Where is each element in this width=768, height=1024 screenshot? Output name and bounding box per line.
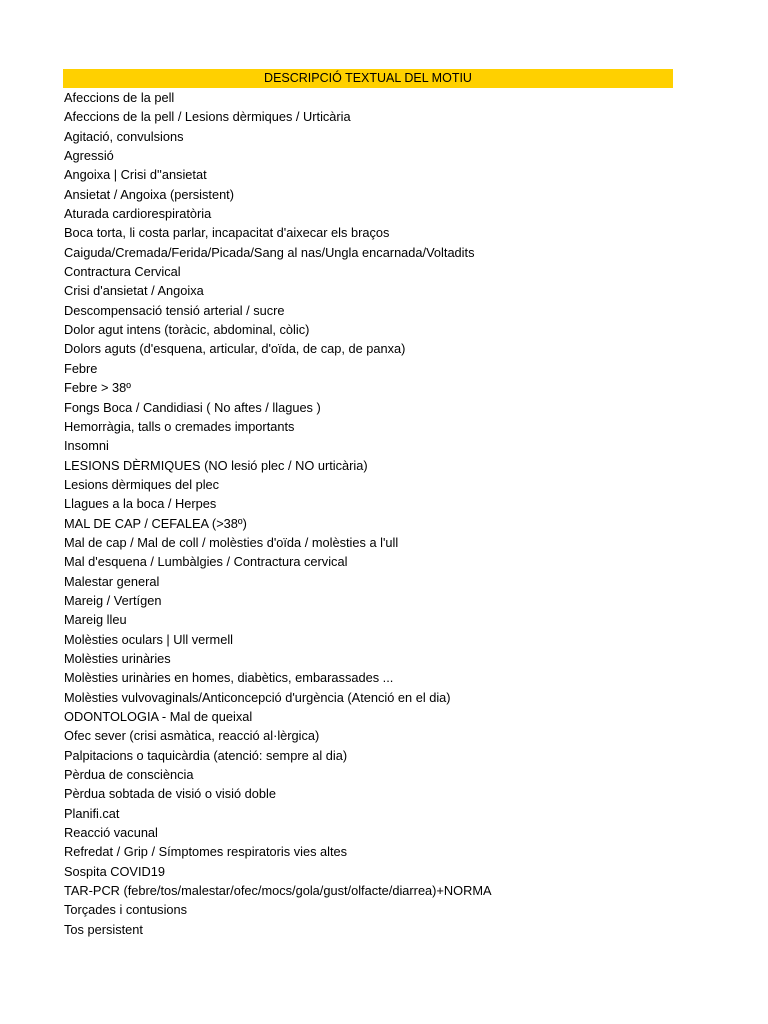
list-item: Torçades i contusions [64, 902, 188, 918]
list-item: Lesions dèrmiques del plec [64, 476, 220, 492]
list-item: Agressió [64, 148, 114, 164]
list-item: MAL DE CAP / CEFALEA (>38º) [64, 515, 247, 531]
list-item: Dolors aguts (d'esquena, articular, d'oïda, de cap, de panxa) [64, 341, 406, 357]
list-item: LESIONS DÈRMIQUES (NO lesió plec / NO urticària) [64, 457, 368, 473]
list-item: Fongs Boca / Candidiasi ( No aftes / llagues ) [64, 399, 321, 415]
list-item: Molèsties urinàries en homes, diabètics, embarassades ... [64, 670, 394, 686]
list-item: Insomni [64, 438, 109, 454]
list-item: Mal de cap / Mal de coll / molèsties d'oïda / molèsties a l'ull [64, 534, 399, 550]
list-item: Mal d'esquena / Lumbàlgies / Contractura cervical [64, 554, 348, 570]
list-item: Palpitacions o taquicàrdia (atenció: sempre al dia) [64, 747, 348, 763]
list-item: Pèrdua de consciència [64, 767, 194, 783]
list-item: Malestar general [64, 573, 160, 589]
list-item: Ansietat / Angoixa (persistent) [64, 186, 235, 202]
list-item: Aturada cardiorespiratòria [64, 206, 212, 222]
list-item: Angoixa | Crisi d''ansietat [64, 167, 207, 183]
list-item: Febre > 38º [64, 380, 131, 396]
list-item: Descompensació tensió arterial / sucre [64, 302, 285, 318]
list-item: Boca torta, li costa parlar, incapacitat d'aixecar els braços [64, 225, 390, 241]
list-item: Mareig lleu [64, 612, 127, 628]
list-item: Tos persistent [64, 921, 143, 937]
list-item: Crisi d'ansietat / Angoixa [64, 283, 204, 299]
list-item: Molèsties urinàries [64, 650, 171, 666]
list-item: Reacció vacunal [64, 825, 158, 841]
list-item: Molèsties vulvovaginals/Anticoncepció d'urgència (Atenció en el dia) [64, 689, 451, 705]
list-item: Llagues a la boca / Herpes [64, 496, 217, 512]
list-item: TAR-PCR (febre/tos/malestar/ofec/mocs/gola/gust/olfacte/diarrea)+NORMA [64, 883, 492, 899]
column-header: DESCRIPCIÓ TEXTUAL DEL MOTIU [63, 69, 673, 88]
spreadsheet-column [63, 69, 673, 939]
list-item: Refredat / Grip / Símptomes respiratoris vies altes [64, 844, 348, 860]
reason-list [63, 88, 673, 939]
list-item: Afeccions de la pell / Lesions dèrmiques / Urticària [64, 109, 351, 125]
list-item: Caiguda/Cremada/Ferida/Picada/Sang al nas/Ungla encarnada/Voltadits [64, 244, 475, 260]
list-item: Afeccions de la pell [64, 90, 175, 105]
list-item: Planifi.cat [64, 805, 120, 821]
list-item: Sospita COVID19 [64, 863, 166, 879]
list-item: Contractura Cervical [64, 264, 181, 280]
list-item: Agitació, convulsions [64, 128, 184, 144]
list-item: Dolor agut intens (toràcic, abdominal, còlic) [64, 322, 310, 338]
list-item: Febre [64, 360, 98, 376]
list-item: Pèrdua sobtada de visió o visió doble [64, 786, 276, 802]
list-item: Hemorràgia, talls o cremades importants [64, 418, 295, 434]
list-item: Ofec sever (crisi asmàtica, reacció al·lèrgica) [64, 728, 320, 744]
list-item: Molèsties oculars | Ull vermell [64, 631, 234, 647]
list-item: Mareig / Vertígen [64, 592, 162, 608]
list-item: ODONTOLOGIA - Mal de queixal [64, 709, 253, 724]
